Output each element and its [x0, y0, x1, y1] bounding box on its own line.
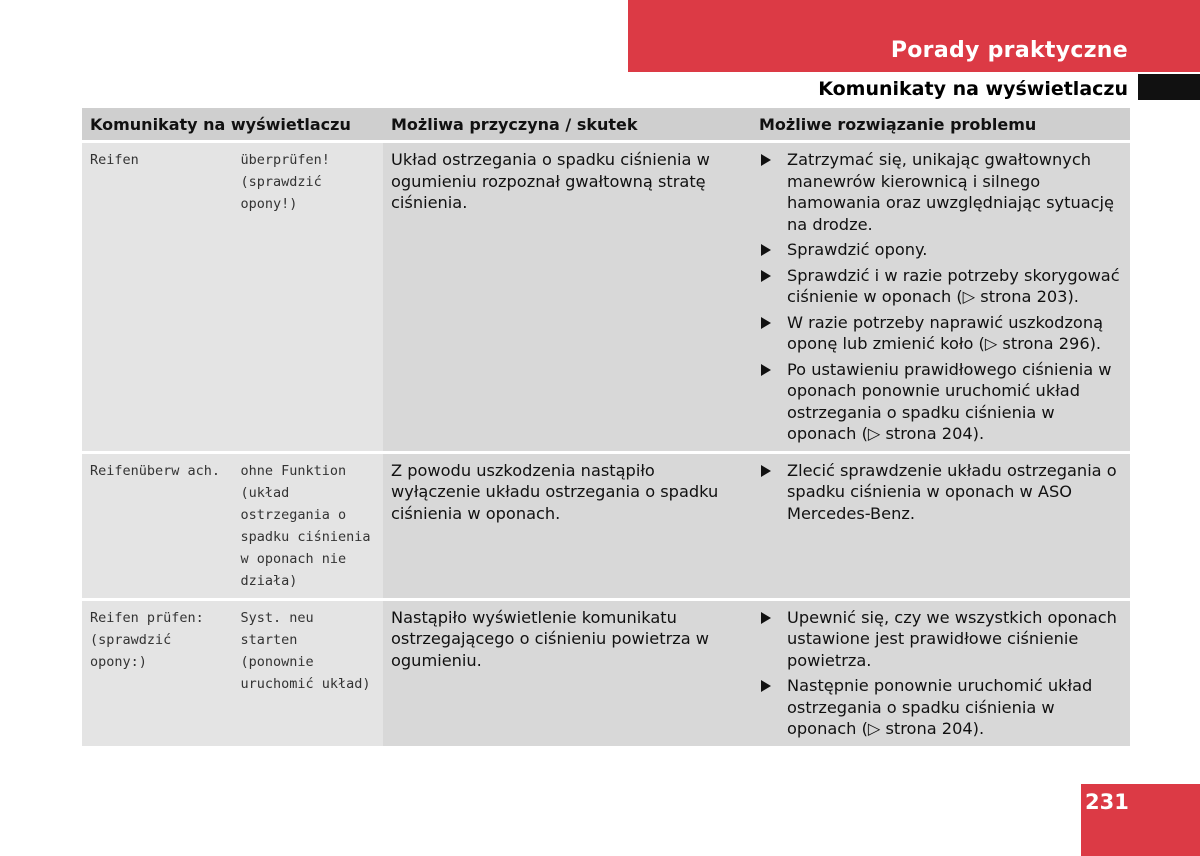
- solution-text: Następnie ponownie uruchomić układ ostrzegania o spadku ciśnienia w oponach (▷ strona 204).: [787, 676, 1093, 738]
- triangle-bullet-icon: [761, 154, 771, 166]
- messages-table: [82, 108, 1130, 749]
- triangle-bullet-icon: [761, 317, 771, 329]
- list-item: [759, 460, 1122, 525]
- list-item: [759, 675, 1122, 740]
- list-item: [759, 359, 1122, 445]
- list-item: [759, 149, 1122, 235]
- solution-list: [759, 607, 1122, 740]
- list-item: [759, 239, 1122, 261]
- triangle-bullet-icon: [761, 465, 771, 477]
- table-header-row: [82, 108, 1130, 143]
- solution-list: [759, 460, 1122, 525]
- triangle-bullet-icon: [761, 680, 771, 692]
- triangle-bullet-icon: [761, 364, 771, 376]
- display-message-part1: Reifen: [82, 143, 233, 454]
- solution-cell: [751, 143, 1130, 454]
- table-row: [82, 143, 1130, 454]
- list-item: [759, 265, 1122, 308]
- cause-text: Z powodu uszkodzenia nastąpiło wyłączenie układu ostrzegania o spadku ciśnienia w oponach.: [383, 454, 751, 601]
- solution-text: Zatrzymać się, unikając gwałtownych manewrów kierownicą i silnego hamowania oraz uwzględniając sytuację na drodze.: [787, 150, 1114, 234]
- list-item: [759, 607, 1122, 672]
- display-message-part2-text: überprüfen! (sprawdzić opony!): [240, 152, 330, 212]
- display-message-part2: ohne Funktion (układ ostrzegania o spadku ciśnienia w oponach nie działa): [233, 454, 384, 601]
- solution-text: Sprawdzić i w razie potrzeby skorygować ciśnienie w oponach (▷ strona 203).: [787, 265, 1120, 306]
- solution-text: Po ustawieniu prawidłowego ciśnienia w oponach ponownie uruchomić układ ostrzegania o spadku ciśnienia w oponach (▷ strona 204).: [787, 359, 1112, 443]
- triangle-bullet-icon: [761, 244, 771, 256]
- column-header-solution: Możliwe rozwiązanie problemu: [751, 108, 1130, 143]
- solution-text: Upewnić się, czy we wszystkich oponach ustawione jest prawidłowe ciśnienie powietrza.: [787, 607, 1117, 670]
- table-row: [82, 454, 1130, 601]
- solution-list: [759, 149, 1122, 445]
- table-row: [82, 601, 1130, 749]
- solution-text: W razie potrzeby naprawić uszkodzoną oponę lub zmienić koło (▷ strona 296).: [787, 312, 1104, 353]
- subsection-title: Komunikaty na wyświetlaczu: [818, 78, 1128, 100]
- display-message-part2: Syst. neu starten (ponownie uruchomić układ): [233, 601, 384, 749]
- cause-text: Układ ostrzegania o spadku ciśnienia w ogumieniu rozpoznał gwałtowną stratę ciśnienia.: [383, 143, 751, 454]
- display-message-part1: Reifen prüfen: (sprawdzić opony:): [82, 601, 233, 749]
- display-message-part1: Reifenüberw ach.: [82, 454, 233, 601]
- solution-text: Zlecić sprawdzenie układu ostrzegania o spadku ciśnienia w oponach w ASO Mercedes-Benz.: [787, 460, 1117, 523]
- column-header-cause: Możliwa przyczyna / skutek: [383, 108, 751, 143]
- column-header-messages: Komunikaty na wyświetlaczu: [82, 108, 383, 143]
- page-number: 231: [1081, 784, 1200, 856]
- solution-text: Sprawdzić opony.: [787, 240, 928, 259]
- section-title: Porady praktyczne: [890, 38, 1128, 63]
- display-message-part2: [233, 143, 384, 454]
- cause-text: Nastąpiło wyświetlenie komunikatu ostrzegającego o ciśnieniu powietrza w ogumieniu.: [383, 601, 751, 749]
- triangle-bullet-icon: [761, 612, 771, 624]
- subsection-marker: [1138, 74, 1200, 100]
- list-item: [759, 312, 1122, 355]
- solution-cell: [751, 601, 1130, 749]
- triangle-bullet-icon: [761, 270, 771, 282]
- solution-cell: [751, 454, 1130, 601]
